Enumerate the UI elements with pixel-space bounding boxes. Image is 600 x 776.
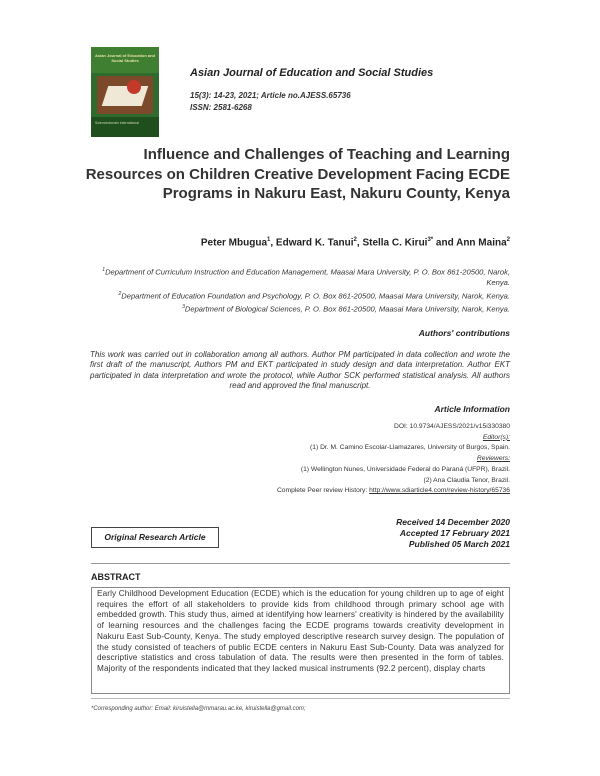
doi: DOI: 10.9734/AJESS/2021/v15i330380 xyxy=(394,423,510,430)
cover-footer xyxy=(91,117,159,137)
affiliation xyxy=(90,265,510,289)
author-sup: 3* xyxy=(427,237,434,243)
divider xyxy=(91,563,510,564)
review-history-link[interactable]: http://www.sdiarticle4.com/review-history/65736 xyxy=(369,487,510,495)
author-separator: , xyxy=(356,237,363,249)
reviewer-entry: (2) Ana Claudia Tenor, Brazil. xyxy=(423,476,510,484)
affiliation-sup: 3 xyxy=(182,303,185,310)
cover-illustration xyxy=(97,76,153,114)
editor-entry: (1) Dr. M. Camino Escolar-Llamazares, University of Burgos, Spain. xyxy=(310,444,510,452)
footnote-divider xyxy=(91,698,510,699)
contributions-text: This work was carried out in collaboration among all authors. Author PM participated in data collection and wrote the first draft of the manuscript, Authors PM and EKT participated in study design and data interpretation. Author EKT participated in data interpretation and wrote the protocol, while Author SCK performed statistical analysis. All authors read and approved the final manuscript. xyxy=(90,350,510,390)
affiliation-text: Department of Biological Sciences, P. O. Box 861-20500, Maasai Mara University, Narok, Kenya. xyxy=(184,304,510,314)
received-date: Received 14 December 2020 xyxy=(396,517,510,527)
author-name: Edward K. Tanui xyxy=(275,237,354,249)
article-type-badge: Original Research Article xyxy=(91,527,219,548)
affiliation-sup: 1 xyxy=(102,267,106,273)
article-title: Influence and Challenges of Teaching and Learning Resources on Children Creative Development Facing ECDE Programs in Nakuru East, Nakuru County, Kenya xyxy=(85,146,510,202)
author-name: Peter Mbugua xyxy=(200,237,268,249)
affiliation-text: Department of Education Foundation and Psychology, P. O. Box 861-20500, Maasai Mara University, Narok, Kenya. xyxy=(121,291,510,301)
cover-flower-shape xyxy=(127,80,141,94)
affiliation-sup: 2 xyxy=(118,290,122,297)
author-sup: 2 xyxy=(353,237,357,243)
cover-title: Asian Journal of Education and Social Studies xyxy=(94,53,155,63)
review-history-label: Complete Peer review History: xyxy=(276,487,370,495)
author-list xyxy=(201,237,510,248)
cover-footer-text: Sciencedomain international xyxy=(95,121,139,125)
journal-issn: ISSN: 2581-6268 xyxy=(190,103,252,112)
affiliation xyxy=(90,289,510,302)
author-separator: , xyxy=(270,237,276,249)
journal-cover-image xyxy=(91,47,159,137)
reviewer-entry: (1) Wellington Nunes, Universidade Federal do Paraná (UFPR), Brazil. xyxy=(300,465,510,473)
contributions-heading: Authors' contributions xyxy=(418,328,510,338)
journal-name: Asian Journal of Education and Social Studies xyxy=(190,67,434,79)
journal-citation: 15(3): 14-23, 2021; Article no.AJESS.65736 xyxy=(190,91,351,100)
affiliations xyxy=(90,265,510,315)
cover-book-shape xyxy=(102,86,148,106)
article-dates xyxy=(396,517,510,550)
reviewers-label: Reviewers: xyxy=(476,455,510,463)
author-name: Stella C. Kirui xyxy=(362,237,428,249)
author-separator: and xyxy=(433,237,457,249)
abstract-heading: ABSTRACT xyxy=(91,572,141,582)
article-info xyxy=(90,422,510,497)
affiliation xyxy=(90,302,510,315)
published-date: Published 05 March 2021 xyxy=(408,539,510,549)
author-name: Ann Maina xyxy=(456,237,507,249)
accepted-date: Accepted 17 February 2021 xyxy=(399,528,510,538)
journal-meta xyxy=(190,90,351,114)
abstract-text: Early Childhood Development Education (ECDE) which is the education for young children up to age of eight requires the effort of all stakeholders to provide kids from childhood through primary school age with embedded growth. This study thus, aimed at identifying how learners' creativity is hindered by the availability of learning resources and the challenges facing the ECDE programs towards creativity development in Nakuru East Sub-County, Kenya. The study employed descriptive research survey design. The population of the study consisted of teachers of public ECDE centers in Nakuru East Sub-County. Data was analyzed for descriptive statistics and cross tabulation of data. The results were then presented in the form of tables. Majority of the respondents indicated that they lacked musical instruments (92.2 percent), display charts xyxy=(91,587,510,694)
article-info-heading: Article Information xyxy=(434,404,510,414)
affiliation-text: Department of Curriculum Instruction and Education Management, Maasai Mara University, P. O. Box 861-20500, Narok, Kenya. xyxy=(105,267,510,288)
author-sup: 1 xyxy=(267,237,271,243)
review-history xyxy=(90,486,510,497)
author-sup: 2 xyxy=(506,237,510,243)
editors-label: Editor(s): xyxy=(482,433,510,441)
corresponding-author-note: *Corresponding author: Email: kiruistella@mmarau.ac.ke, kiruistella@gmail.com; xyxy=(91,706,306,712)
